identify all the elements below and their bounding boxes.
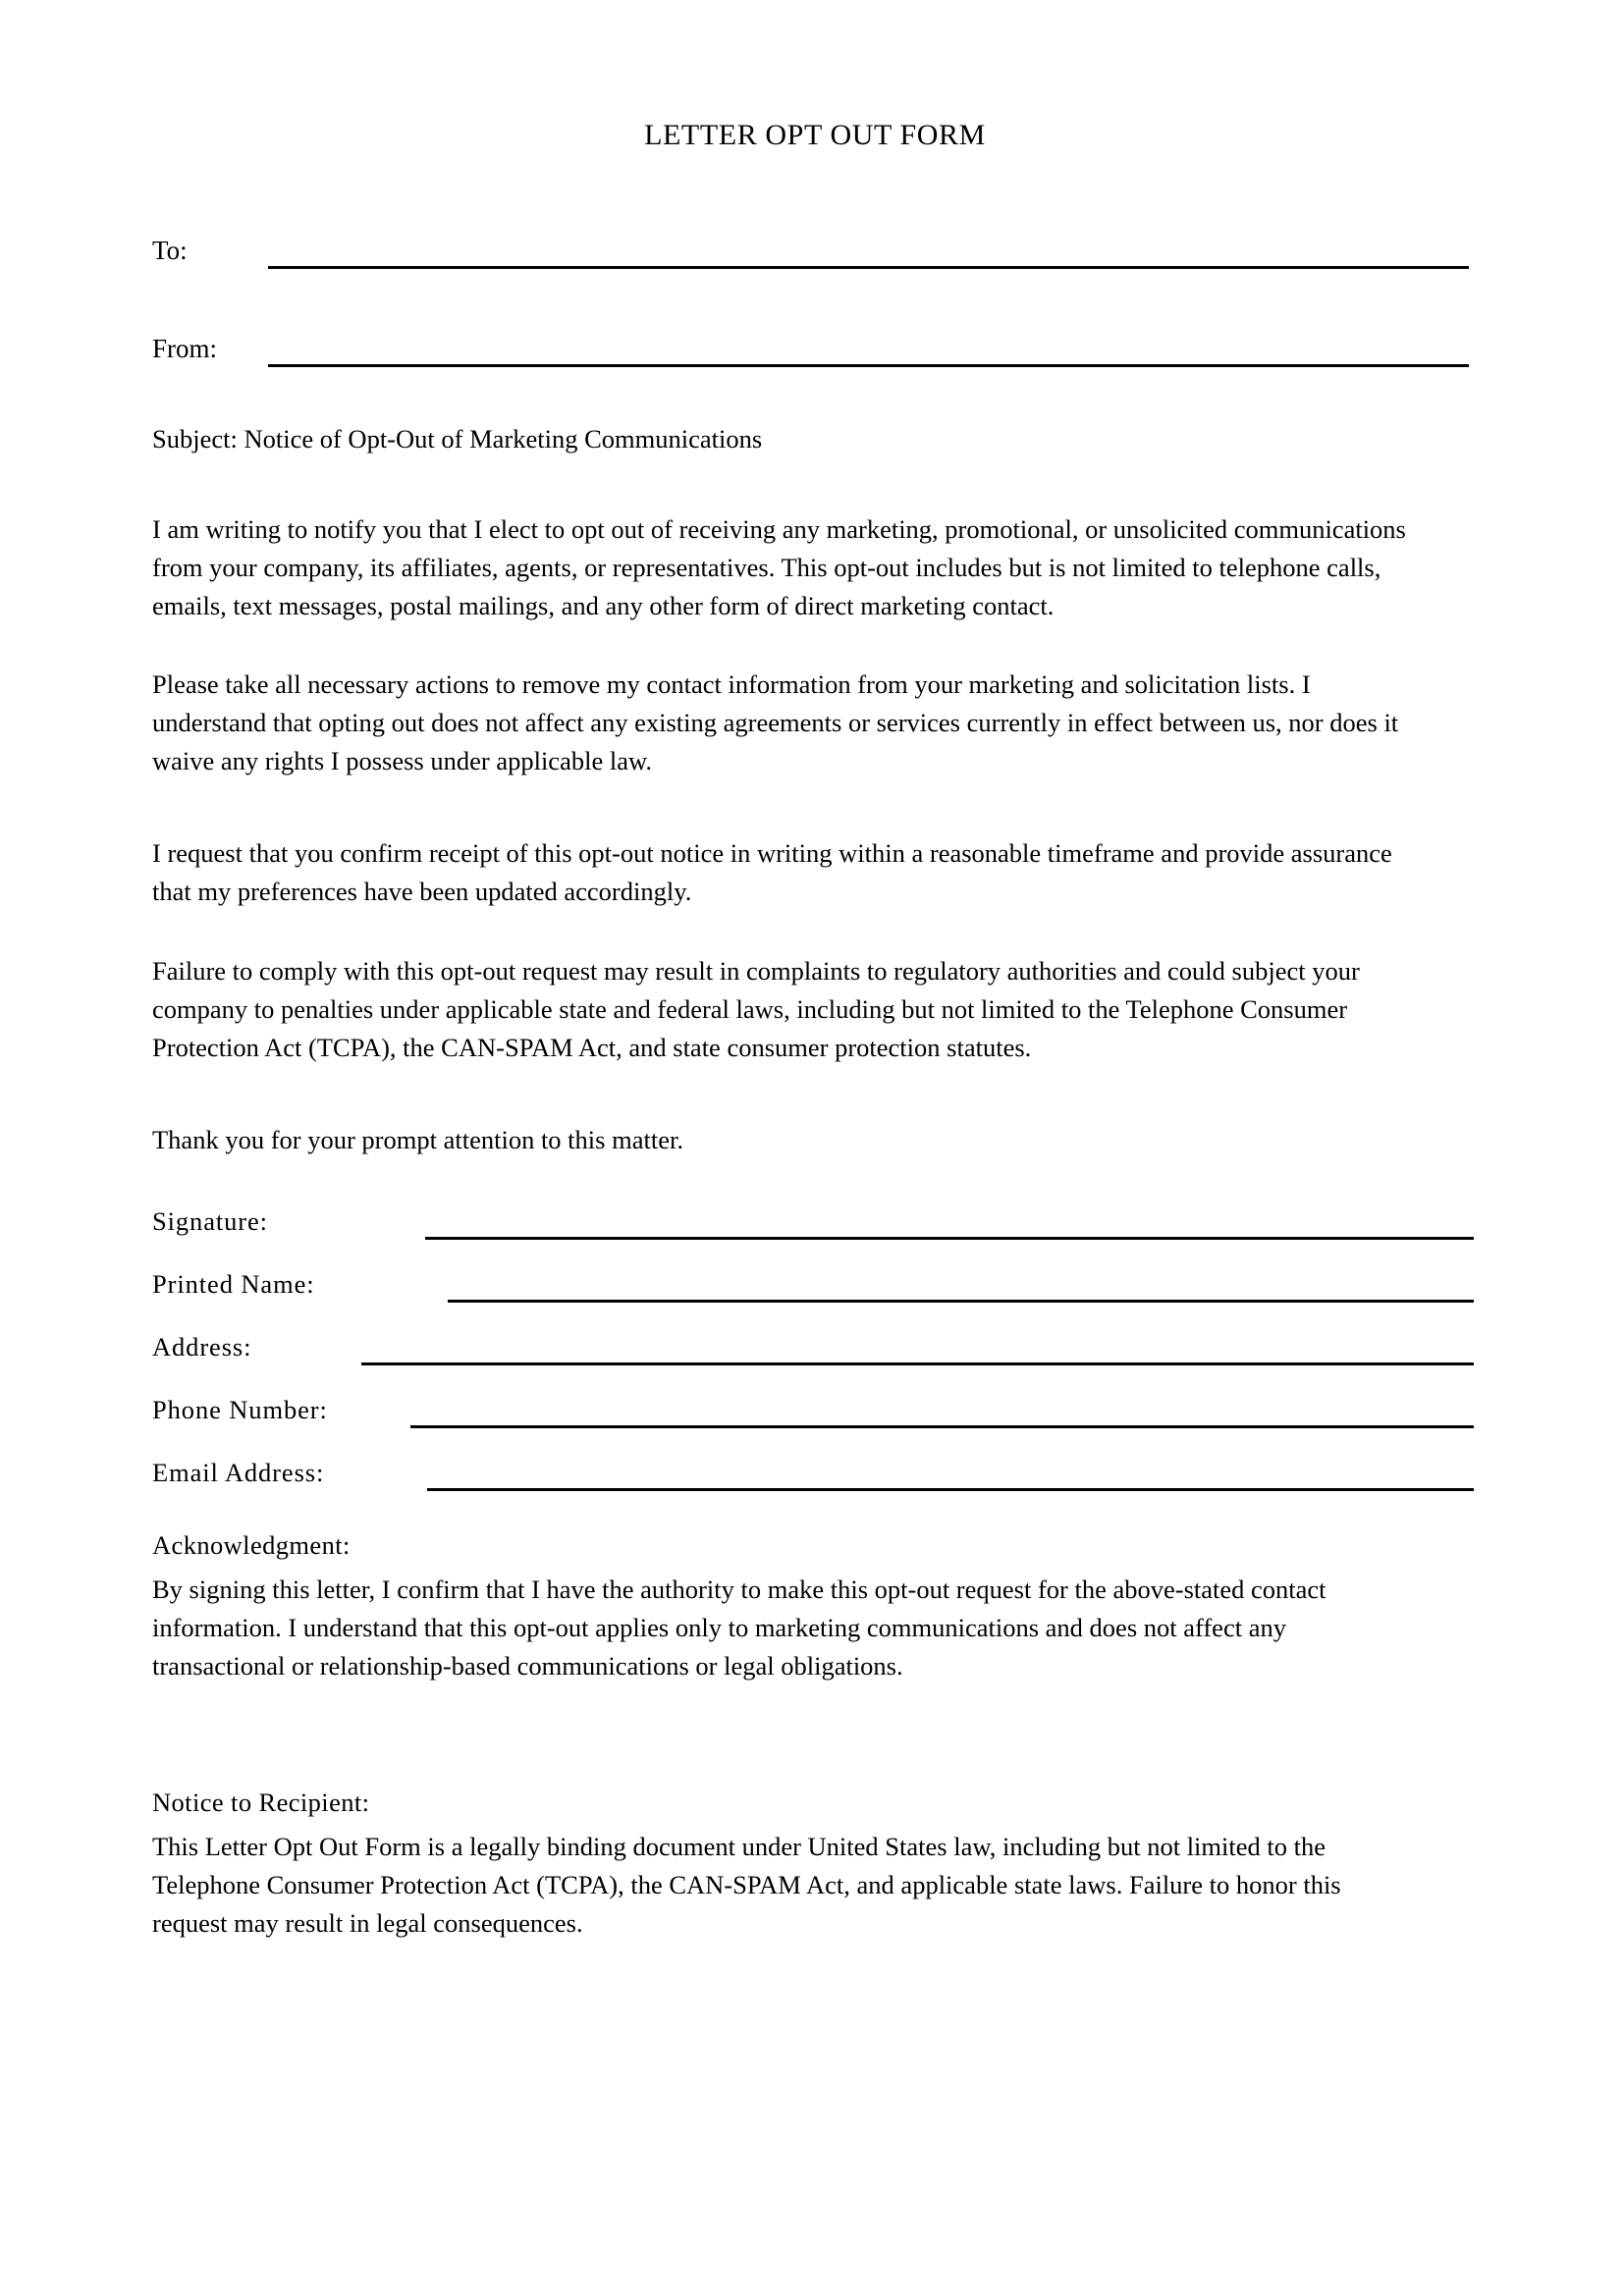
body-paragraph-4: Failure to comply with this opt-out request may result in complaints to regulatory authorities and could subject your company to penalties under applicable state and federal laws, including but not limited to the Telephone Consumer Protection Act (TCPA), the CAN-SPAM Act, and state consumer protection statutes. (152, 956, 1360, 1062)
from-field-input-line[interactable] (268, 364, 1469, 367)
from-field-label: From: (152, 334, 218, 363)
acknowledgment-text: By signing this letter, I confirm that I have the authority to make this opt-out request for the above-stated contact information. I understand that this opt-out applies only to marketing communications and does not affect any transactional or relationship-based communications or legal obligations. (152, 1575, 1326, 1681)
printed-name-input-line[interactable] (448, 1300, 1474, 1303)
to-field-input-line[interactable] (268, 266, 1469, 269)
subject-line: Subject: Notice of Opt-Out of Marketing Communications (152, 424, 763, 454)
phone-number-input-line[interactable] (410, 1425, 1474, 1428)
address-label: Address: (152, 1332, 252, 1362)
acknowledgment-heading: Acknowledgment: (152, 1530, 351, 1560)
phone-number-label: Phone Number: (152, 1395, 328, 1424)
closing-line: Thank you for your prompt attention to this matter. (152, 1125, 683, 1154)
signature-label: Signature: (152, 1206, 268, 1236)
address-row (152, 1331, 1478, 1374)
notice-to-recipient-text: This Letter Opt Out Form is a legally binding document under United States law, including but not limited to the Telephone Consumer Protection Act (TCPA), the CAN-SPAM Act, and applicable state laws. Failure to honor this request may result in legal consequences. (152, 1832, 1341, 1938)
email-address-row (152, 1457, 1478, 1500)
printed-name-row (152, 1268, 1478, 1311)
printed-name-label: Printed Name: (152, 1269, 315, 1299)
body-paragraph-1: I am writing to notify you that I elect to opt out of receiving any marketing, promotional, or unsolicited communications from your company, its affiliates, agents, or representatives. This opt-out includes but is not limited to telephone calls, emails, text messages, postal mailings, and any other form of direct marketing contact. (152, 514, 1406, 620)
page-title: LETTER OPT OUT FORM (644, 119, 986, 151)
body-paragraph-3: I request that you confirm receipt of this opt-out notice in writing within a reasonable timeframe and provide assurance that my preferences have been updated accordingly. (152, 838, 1392, 906)
signature-row (152, 1205, 1478, 1249)
notice-to-recipient-heading: Notice to Recipient: (152, 1788, 370, 1817)
field-row-to (152, 234, 1478, 279)
signature-input-line[interactable] (425, 1237, 1474, 1240)
body-paragraph-2: Please take all necessary actions to remove my contact information from your marketing and solicitation lists. I understand that opting out does not affect any existing agreements or services currently in effect between us, nor does it waive any rights I possess under applicable law. (152, 669, 1399, 775)
phone-number-row (152, 1394, 1478, 1437)
address-input-line[interactable] (361, 1362, 1474, 1365)
email-address-label: Email Address: (152, 1458, 325, 1487)
to-field-label: To: (152, 236, 188, 265)
field-row-from (152, 332, 1478, 377)
email-address-input-line[interactable] (427, 1488, 1474, 1491)
